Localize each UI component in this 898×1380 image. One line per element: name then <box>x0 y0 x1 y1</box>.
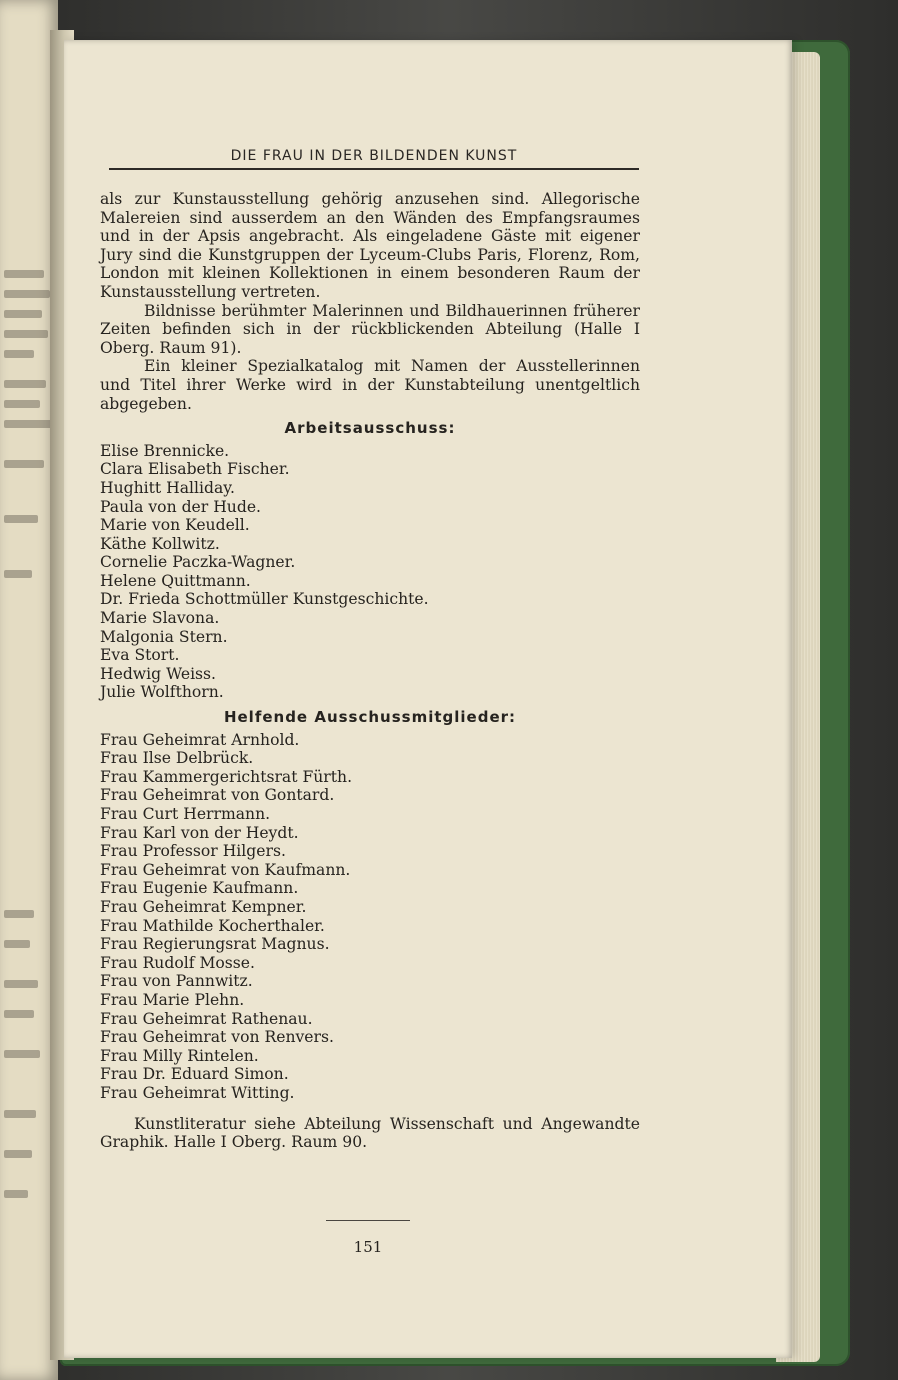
list-item: Dr. Frieda Schottmüller Kunstgeschichte. <box>100 590 429 609</box>
list-item: Frau Marie Plehn. <box>100 990 245 1009</box>
list-item: Frau Geheimrat Rathenau. <box>100 1009 313 1028</box>
list-item: Marie Slavona. <box>100 609 220 628</box>
list-item: Frau Professor Hilgers. <box>100 842 286 861</box>
helfende-list <box>100 731 640 1103</box>
list-item: Frau Ilse Delbrück. <box>100 749 254 768</box>
list-item: Frau Kammergerichtsrat Fürth. <box>100 767 353 786</box>
list-item: Marie von Keudell. <box>100 516 250 535</box>
list-item: Cornelie Paczka-Wagner. <box>100 553 296 572</box>
arbeitsausschuss-list <box>100 442 640 702</box>
list-item: Frau Geheimrat von Kaufmann. <box>100 860 351 879</box>
list-item: Julie Wolfthorn. <box>100 683 224 702</box>
list-item: Clara Elisabeth Fischer. <box>100 460 290 479</box>
list-item: Frau Geheimrat von Renvers. <box>100 1028 334 1047</box>
list-item: Frau Geheimrat Arnhold. <box>100 730 300 749</box>
list-item: Frau Geheimrat Witting. <box>100 1083 295 1102</box>
intro-paragraph-3: Ein kleiner Spezialkatalog mit Namen der Ausstellerinnen und Titel ihrer Werke wird in der Kunstabteilung unentgeltlich abgegeben. <box>100 357 640 413</box>
footer-rule <box>326 1220 410 1221</box>
intro-paragraph-1: als zur Kunstausstellung gehörig anzusehen sind. Allegorische Malereien sind ausserdem an den Wänden des Empfangsraumes und in der Apsis angebracht. Als eingeladene Gäste mit eigener Jury sind die Kunstgruppen der Lyceum-Clubs Paris, Florenz, Rom, London mit kleinen Kollektionen in einem besonderen Raum der Kunstausstellung vertreten. <box>100 190 640 301</box>
arbeitsausschuss-heading: Arbeitsausschuss: <box>284 419 456 438</box>
book-page <box>64 40 792 1358</box>
list-item: Frau Eugenie Kaufmann. <box>100 879 299 898</box>
list-item: Hughitt Halliday. <box>100 478 235 497</box>
list-item: Eva Stort. <box>100 646 180 665</box>
running-head: DIE FRAU IN DER BILDENDEN KUNST <box>230 148 518 164</box>
list-item: Hedwig Weiss. <box>100 664 217 683</box>
body-text <box>100 190 640 1152</box>
list-item: Frau Geheimrat von Gontard. <box>100 786 335 805</box>
list-item: Frau Curt Herrmann. <box>100 805 271 823</box>
list-item: Paula von der Hude. <box>100 497 262 516</box>
list-item: Frau Rudolf Mosse. <box>100 953 255 972</box>
list-item: Elise Brennicke. <box>100 441 230 460</box>
header-rule <box>109 168 639 170</box>
list-item: Frau Dr. Eduard Simon. <box>100 1065 289 1084</box>
list-item: Käthe Kollwitz. <box>100 534 220 553</box>
list-item: Malgonia Stern. <box>100 627 228 646</box>
list-item: Helene Quittmann. <box>100 571 251 590</box>
list-item: Frau Mathilde Kocherthaler. <box>100 916 325 935</box>
page-number: 151 <box>353 1238 383 1256</box>
list-item: Frau Karl von der Heydt. <box>100 823 299 842</box>
list-item: Frau Regierungsrat Magnus. <box>100 935 330 954</box>
intro-paragraph-2: Bildnisse berühmter Malerinnen und Bildhauerinnen früherer Zeiten befinden sich in der rückblickenden Abteilung (Halle I Oberg. Raum 91). <box>100 301 640 357</box>
list-item: Frau von Pannwitz. <box>100 972 253 991</box>
helfende-heading: Helfende Ausschussmitglieder: <box>223 708 517 727</box>
closing-paragraph: Kunstliteratur siehe Abteilung Wissenschaft und Angewandte Graphik. Halle I Oberg. Raum 90. <box>100 1114 640 1152</box>
list-item: Frau Milly Rintelen. <box>100 1046 259 1065</box>
list-item: Frau Geheimrat Kempner. <box>100 897 307 916</box>
